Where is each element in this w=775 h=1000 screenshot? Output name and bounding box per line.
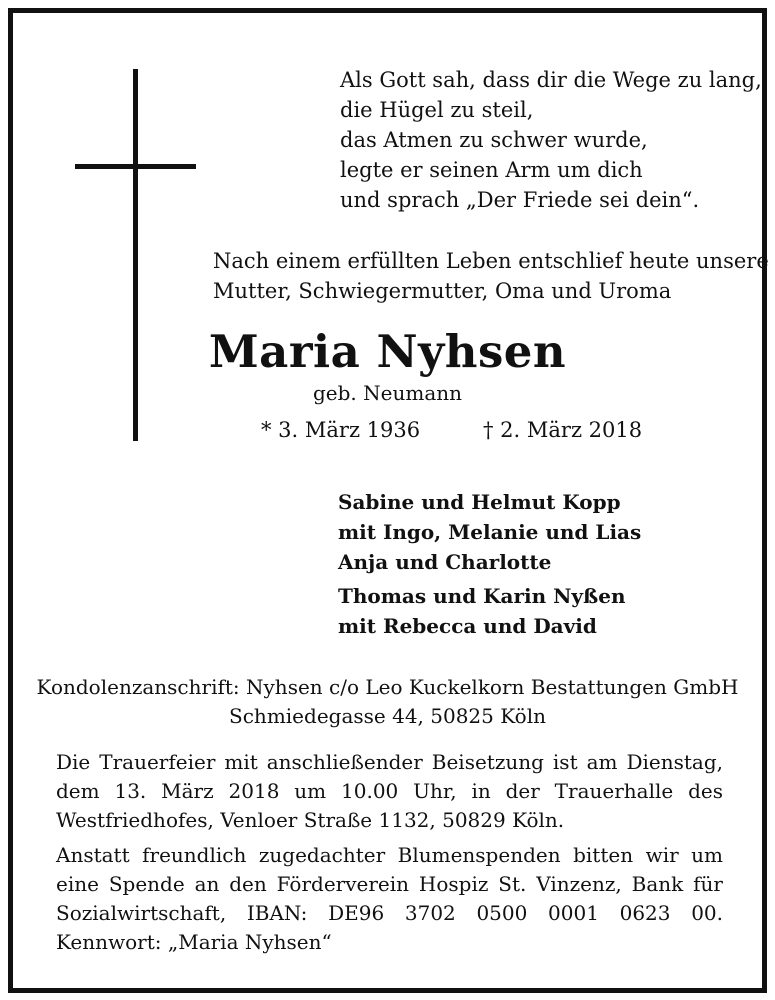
poem-line: das Atmen zu schwer wurde, bbox=[340, 128, 648, 152]
family-line: Sabine und Helmut Kopp bbox=[338, 490, 621, 514]
intro-text bbox=[213, 246, 769, 306]
poem bbox=[340, 65, 762, 215]
funeral-info: Die Trauerfeier mit anschließender Beisetzung ist am Dienstag, dem 13. März 2018 um 10.00 Uhr, in der Trauerhalle des Westfriedhofes, Venloer Straße 1132, 50829 Köln. bbox=[56, 750, 723, 832]
deceased-name: Maria Nyhsen bbox=[208, 325, 567, 378]
condolence-address bbox=[13, 673, 762, 731]
condolence-line: Kondolenzanschrift: Nyhsen c/o Leo Kuckelkorn Bestattungen GmbH bbox=[36, 675, 739, 699]
family-group-1 bbox=[338, 487, 641, 577]
family-line: Anja und Charlotte bbox=[338, 550, 552, 574]
family-group-2 bbox=[338, 581, 625, 641]
family-line: mit Rebecca und David bbox=[338, 614, 597, 638]
birth-date: * 3. März 1936 bbox=[261, 418, 421, 442]
death-date: † 2. März 2018 bbox=[483, 418, 643, 442]
condolence-line: Schmiedegasse 44, 50825 Köln bbox=[229, 704, 546, 728]
cross-horizontal-bar bbox=[75, 164, 196, 169]
intro-line: Mutter, Schwiegermutter, Oma und Uroma bbox=[213, 279, 672, 303]
poem-line: und sprach „Der Friede sei dein“. bbox=[340, 188, 700, 212]
intro-line: Nach einem erfüllten Leben entschlief heute unsere bbox=[213, 249, 769, 273]
poem-line: legte er seinen Arm um dich bbox=[340, 158, 643, 182]
maiden-name: geb. Neumann bbox=[312, 381, 463, 405]
family-line: Thomas und Karin Nyßen bbox=[338, 584, 626, 608]
poem-line: Als Gott sah, dass dir die Wege zu lang, bbox=[340, 68, 762, 92]
family-line: mit Ingo, Melanie und Lias bbox=[338, 520, 642, 544]
obituary-frame bbox=[8, 8, 767, 993]
donation-info: Anstatt freundlich zugedachter Blumenspenden bitten wir um eine Spende an den Förderverein Hospiz St. Vinzenz, Bank für Sozialwirtschaft, IBAN: DE96 3702 0500 0001 0623 00. Kennwort: „Maria Nyhsen“ bbox=[56, 843, 723, 954]
poem-line: die Hügel zu steil, bbox=[340, 98, 534, 122]
